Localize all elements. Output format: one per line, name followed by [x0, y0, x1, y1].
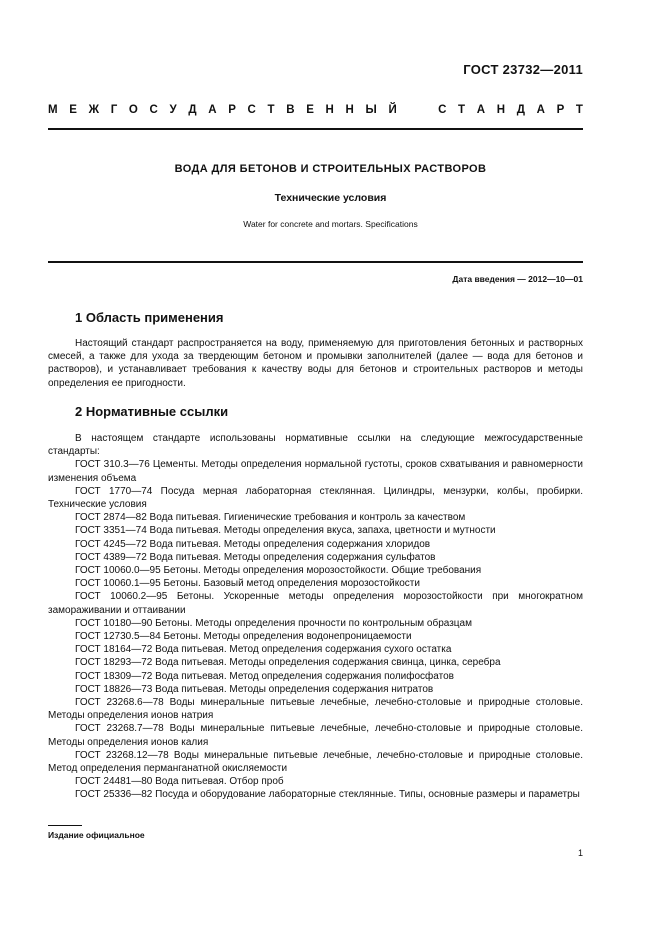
standard-label-letter: А [208, 104, 217, 116]
standard-label-letter: Н [496, 104, 506, 116]
standard-label-letter: С [149, 104, 158, 116]
references-list [48, 432, 583, 802]
standard-label-letter: О [128, 104, 138, 116]
reference-item: ГОСТ 310.3—76 Цементы. Методы определения нормальной густоты, сроков схватывания и равномерности изменения объема [48, 459, 583, 484]
middle-rule [48, 261, 583, 263]
top-rule [48, 128, 583, 130]
page-number: 1 [577, 848, 583, 858]
document-title: ВОДА ДЛЯ БЕТОНОВ И СТРОИТЕЛЬНЫХ РАСТВОРОВ [174, 163, 487, 175]
standard-label-letter: Р [228, 104, 236, 116]
standard-type-label [48, 104, 583, 116]
standard-label-letter: Н [345, 104, 354, 116]
standard-label-letter: Й [388, 104, 397, 116]
standard-label-letter: А [476, 104, 486, 116]
reference-item: ГОСТ 4389—72 Вода питьевая. Методы определения содержания сульфатов [75, 551, 436, 563]
standard-label-letter: С [438, 104, 447, 116]
reference-item: ГОСТ 23268.6—78 Воды минеральные питьевые лечебные, лечебно-столовые и природные столовые. Методы определения ионов натрия [48, 697, 583, 722]
standard-label-letter: М [48, 104, 58, 116]
reference-item: ГОСТ 4245—72 Вода питьевая. Методы определения содержания хлоридов [75, 538, 431, 550]
reference-item: ГОСТ 1770—74 Посуда мерная лабораторная стеклянная. Цилиндры, мензурки, колбы, пробирки. Технические условия [48, 485, 583, 511]
reference-item: ГОСТ 12730.5—84 Бетоны. Методы определения водонепроницаемости [75, 631, 412, 643]
standard-label-letter: Е [69, 104, 77, 116]
introduction-date: Дата введения — 2012—10—01 [452, 274, 583, 284]
english-title: Water for concrete and mortars. Specifications [243, 219, 418, 229]
standard-label-letter: Т [267, 104, 275, 116]
reference-item: ГОСТ 18309—72 Вода питьевая. Метод определения содержания полифосфатов [75, 670, 454, 682]
standard-label-letter: Д [188, 104, 197, 116]
section-1-text [48, 337, 583, 390]
standard-label-letter: Н [325, 104, 334, 116]
references-intro: В настоящем стандарте использованы нормативные ссылки на следующие межгосударственные стандарты: [48, 433, 583, 458]
reference-item: ГОСТ 18826—73 Вода питьевая. Методы определения содержания нитратов [75, 683, 434, 695]
reference-item: ГОСТ 10180—90 Бетоны. Методы определения прочности по контрольным образцам [75, 617, 472, 629]
section-1-paragraph: Настоящий стандарт распространяется на воду, применяемую для приготовления бетонных и растворных смесей, а также для ухода за твердеющим бетоном и промывки заполнителей (далее — вода для бетонов и растворов), и устанавливает требования к качеству воды для бетонов и строительных растворов и методы определения ее пригодности. [48, 338, 583, 389]
standard-label-letter: Т [575, 104, 583, 116]
section-2-heading: 2 Нормативные ссылки [75, 404, 229, 419]
reference-item: ГОСТ 10060.0—95 Бетоны. Методы определения морозостойкости. Общие требования [75, 565, 482, 577]
reference-item: ГОСТ 23268.7—78 Воды минеральные питьевые лечебные, лечебно-столовые и природные столовые. Методы определения ионов калия [48, 723, 583, 748]
standard-label-letter: С [247, 104, 256, 116]
standard-label-letter: Р [556, 104, 565, 116]
standard-label-letter: В [286, 104, 295, 116]
standard-label-letter: У [169, 104, 177, 116]
reference-item: ГОСТ 18293—72 Вода питьевая. Методы определения содержания свинца, цинка, серебра [75, 657, 501, 669]
section-1-heading: 1 Область применения [75, 310, 224, 325]
footer-rule [48, 825, 82, 826]
standard-label-letter: А [536, 104, 545, 116]
standard-label-letter: Ж [88, 104, 100, 116]
standard-label-letter: Д [516, 104, 525, 116]
edition-label: Издание официальное [48, 830, 145, 840]
document-code: ГОСТ 23732—2011 [463, 62, 583, 77]
standard-label-letter: Ы [365, 104, 377, 116]
standard-label-letter: Т [458, 104, 466, 116]
standard-label-letter: Е [306, 104, 314, 116]
reference-item: ГОСТ 2874—82 Вода питьевая. Гигиенические требования и контроль за качеством [75, 512, 466, 524]
reference-item: ГОСТ 23268.12—78 Воды минеральные питьевые лечебные, лечебно-столовые и природные столовые. Метод определения перманганатной окисляемости [48, 749, 583, 775]
reference-item: ГОСТ 10060.2—95 Бетоны. Ускоренные методы определения морозостойкости при многократном замораживании и оттаивании [48, 591, 583, 616]
reference-item: ГОСТ 10060.1—95 Бетоны. Базовый метод определения морозостойкости [75, 578, 420, 590]
standard-label-letter: Г [110, 104, 118, 116]
reference-item: ГОСТ 24481—80 Вода питьевая. Отбор проб [75, 776, 284, 788]
reference-item: ГОСТ 3351—74 Вода питьевая. Методы определения вкуса, запаха, цветности и мутности [75, 525, 496, 537]
reference-item: ГОСТ 25336—82 Посуда и оборудование лабораторные стеклянные. Типы, основные размеры и параметры [75, 789, 580, 801]
standard-label-gap [408, 104, 426, 116]
document-subtitle: Технические условия [274, 192, 387, 204]
reference-item: ГОСТ 18164—72 Вода питьевая. Метод определения содержания сухого остатка [75, 644, 452, 656]
